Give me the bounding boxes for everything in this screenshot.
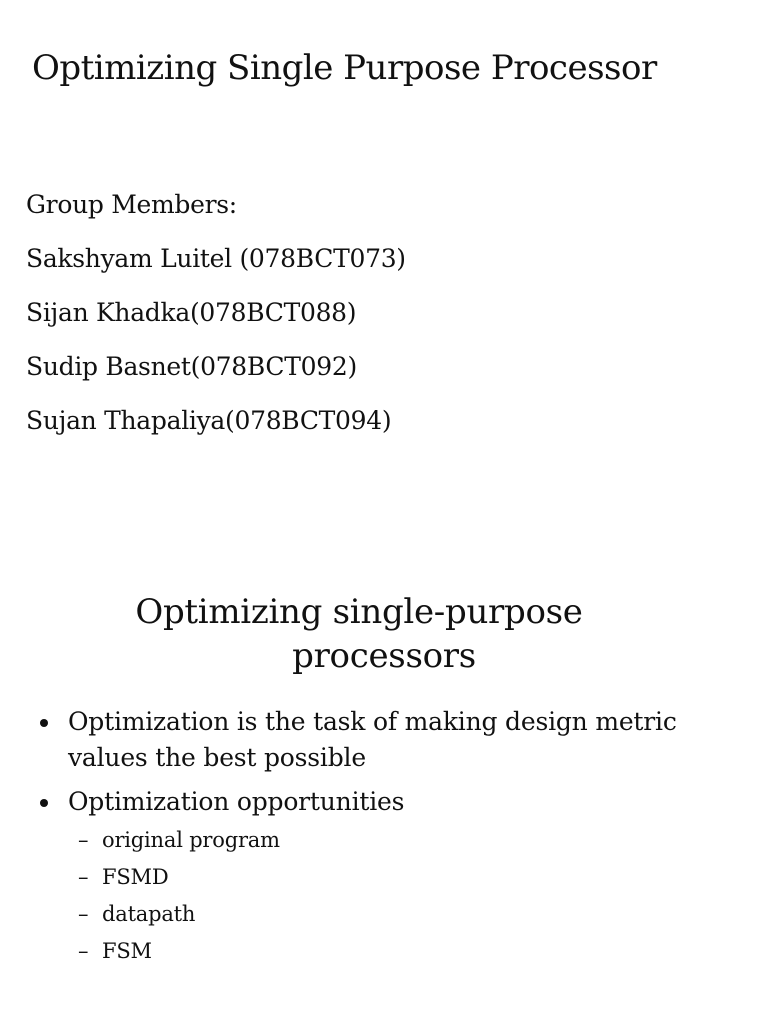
bullet-text: Optimization is the task of making design metric values the best possible (68, 707, 677, 772)
document-title: Optimizing Single Purpose Processor (32, 48, 657, 88)
bullet-dot-icon (40, 799, 48, 807)
member-item: Sudip Basnet(078BCT092) (26, 352, 357, 381)
sub-bullet-item (78, 859, 740, 896)
sub-bullet-text: FSMD (102, 865, 169, 889)
bullet-text: Optimization opportunities (68, 787, 405, 816)
member-item: Sijan Khadka(078BCT088) (26, 298, 357, 327)
bullet-item (40, 784, 740, 970)
dash-icon: – (78, 828, 89, 852)
group-members-list (26, 178, 406, 448)
sub-bullet-text: original program (102, 828, 280, 852)
member-item: Sakshyam Luitel (078BCT073) (26, 244, 406, 273)
sub-bullet-text: datapath (102, 902, 196, 926)
sub-bullet-item (78, 933, 740, 970)
bullet-item (40, 704, 740, 776)
sub-bullet-list (68, 822, 740, 970)
sub-bullet-item (78, 822, 740, 859)
slide-title (0, 590, 768, 678)
sub-bullet-text: FSM (102, 939, 152, 963)
sub-bullet-item (78, 896, 740, 933)
dash-icon: – (78, 902, 89, 926)
slide-title-line-1: Optimizing single-purpose (135, 592, 583, 632)
bullet-dot-icon (40, 719, 48, 727)
member-item: Sujan Thapaliya(078BCT094) (26, 406, 392, 435)
dash-icon: – (78, 865, 89, 889)
slide-bullet-list (40, 704, 740, 978)
group-members-heading: Group Members: (26, 190, 237, 219)
slide-title-line-2: processors (292, 636, 476, 676)
dash-icon: – (78, 939, 89, 963)
